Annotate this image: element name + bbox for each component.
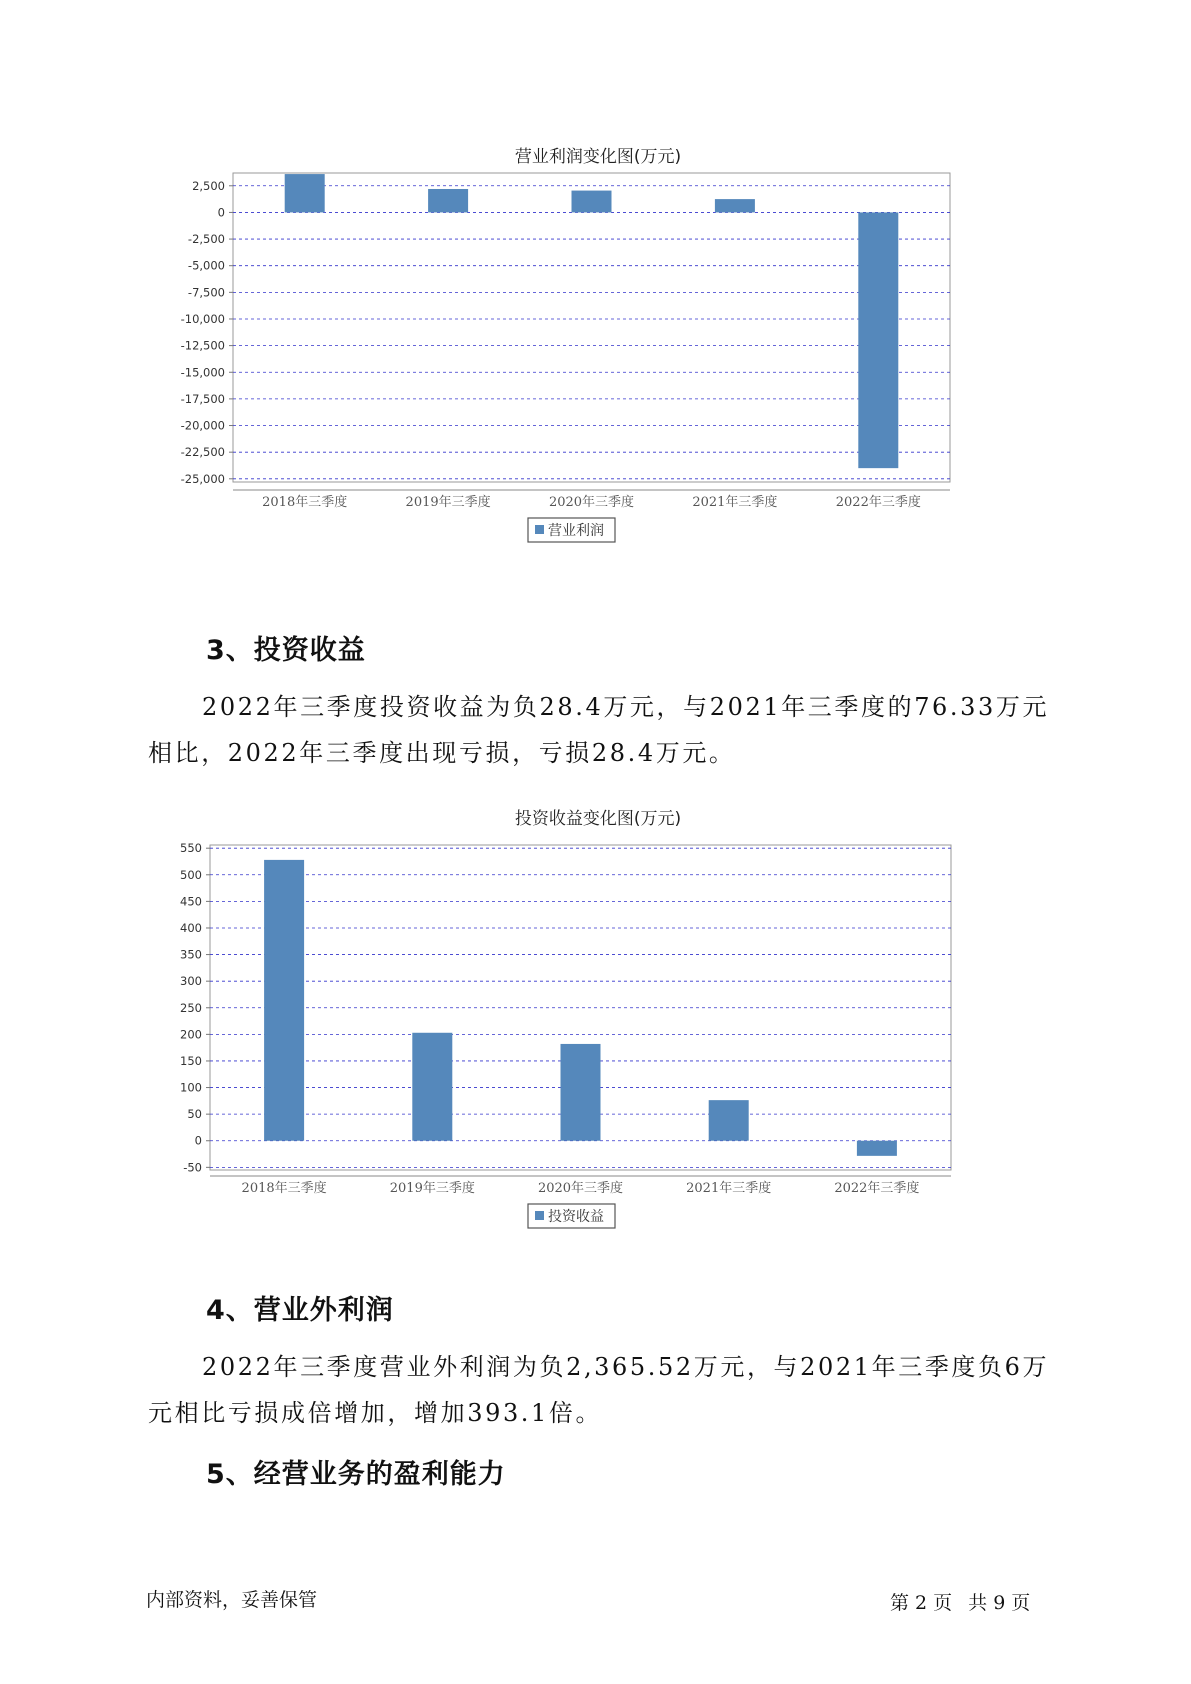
page-label-prefix: 第 [890,1592,910,1614]
bar-2020年三季度 [572,191,612,213]
chart-title: 营业利润变化图(万元) [514,147,682,167]
page-current: 2 [915,1592,928,1614]
chart-legend [528,518,615,542]
y-tick-label: 0 [194,1133,202,1148]
category-label: 2021年三季度 [686,1181,772,1196]
y-tick-label: 450 [180,894,202,909]
bar-2019年三季度 [428,189,468,212]
y-tick-label: -5,000 [187,258,225,273]
legend-label: 营业利润 [548,523,604,539]
y-tick-label: -50 [183,1160,202,1175]
section-heading-non-operating-profit: 4、营业外利润 [206,1295,394,1326]
y-tick-label: -2,500 [187,232,225,247]
y-tick-label: 0 [217,205,225,220]
bar-2019年三季度 [412,1033,452,1141]
y-tick-label: -22,500 [180,445,225,460]
y-tick-label: 350 [180,947,202,962]
footer-confidential-note: 内部资料，妥善保管 [146,1589,318,1611]
bar-2022年三季度 [858,212,898,468]
bar-2018年三季度 [264,860,304,1141]
y-tick-label: 2,500 [192,178,225,193]
page-total-prefix: 共 [968,1592,988,1614]
category-label: 2022年三季度 [834,1181,920,1196]
plot-area [233,173,950,482]
y-tick-label: 550 [180,841,202,856]
category-label: 2018年三季度 [241,1181,327,1196]
operating-profit-chart-svg [150,135,1030,575]
y-tick-label: -20,000 [180,418,225,433]
y-tick-label: -12,500 [180,338,225,353]
y-tick-label: 300 [180,974,202,989]
section-heading-investment-income: 3、投资收益 [206,635,366,666]
page-label-suffix: 页 [1011,1592,1031,1614]
y-tick-label: -7,500 [187,285,225,300]
category-label: 2019年三季度 [389,1181,475,1196]
paragraph-non-operating-profit: 2022年三季度营业外利润为负2,365.52万元，与2021年三季度负6万元相比亏损成倍增加，增加393.1倍。 [148,1353,1050,1427]
y-tick-label: 150 [180,1053,202,1068]
legend-swatch [535,1211,544,1220]
operating-profit-chart [150,135,1030,575]
y-tick-label: -17,500 [180,391,225,406]
y-tick-label: -25,000 [180,471,225,486]
y-tick-label: 500 [180,867,202,882]
category-label: 2022年三季度 [835,495,921,510]
category-label: 2020年三季度 [537,1181,624,1196]
y-tick-label: 400 [180,920,202,935]
footer-page-number [890,1588,1036,1615]
category-label: 2019年三季度 [405,495,491,510]
chart-title: 投资收益变化图(万元) [514,809,682,829]
bar-2021年三季度 [715,199,755,212]
investment-income-chart-svg [150,798,1030,1238]
category-label: 2020年三季度 [548,495,635,510]
investment-income-chart [150,798,1030,1238]
y-tick-label: 100 [180,1080,202,1095]
category-label: 2018年三季度 [262,495,348,510]
legend-swatch [535,525,544,534]
section-heading-operating-profitability: 5、经营业务的盈利能力 [206,1459,506,1490]
bar-2020年三季度 [561,1044,601,1141]
page-total: 9 [993,1592,1006,1614]
y-tick-label: 50 [187,1107,202,1122]
y-tick-label: 200 [180,1027,202,1042]
paragraph-investment-income: 2022年三季度投资收益为负28.4万元，与2021年三季度的76.33万元相比，2022年三季度出现亏损，亏损28.4万元。 [148,693,1050,767]
y-tick-label: 250 [180,1000,202,1015]
y-tick-label: -15,000 [180,365,225,380]
bar-2022年三季度 [857,1141,897,1156]
page-label-mid: 页 [933,1592,953,1614]
category-label: 2021年三季度 [692,495,778,510]
legend-label: 投资收益 [548,1209,604,1225]
bar-2021年三季度 [709,1100,749,1141]
chart-legend [528,1204,615,1228]
y-tick-label: -10,000 [180,311,225,326]
bar-2018年三季度 [285,174,325,212]
